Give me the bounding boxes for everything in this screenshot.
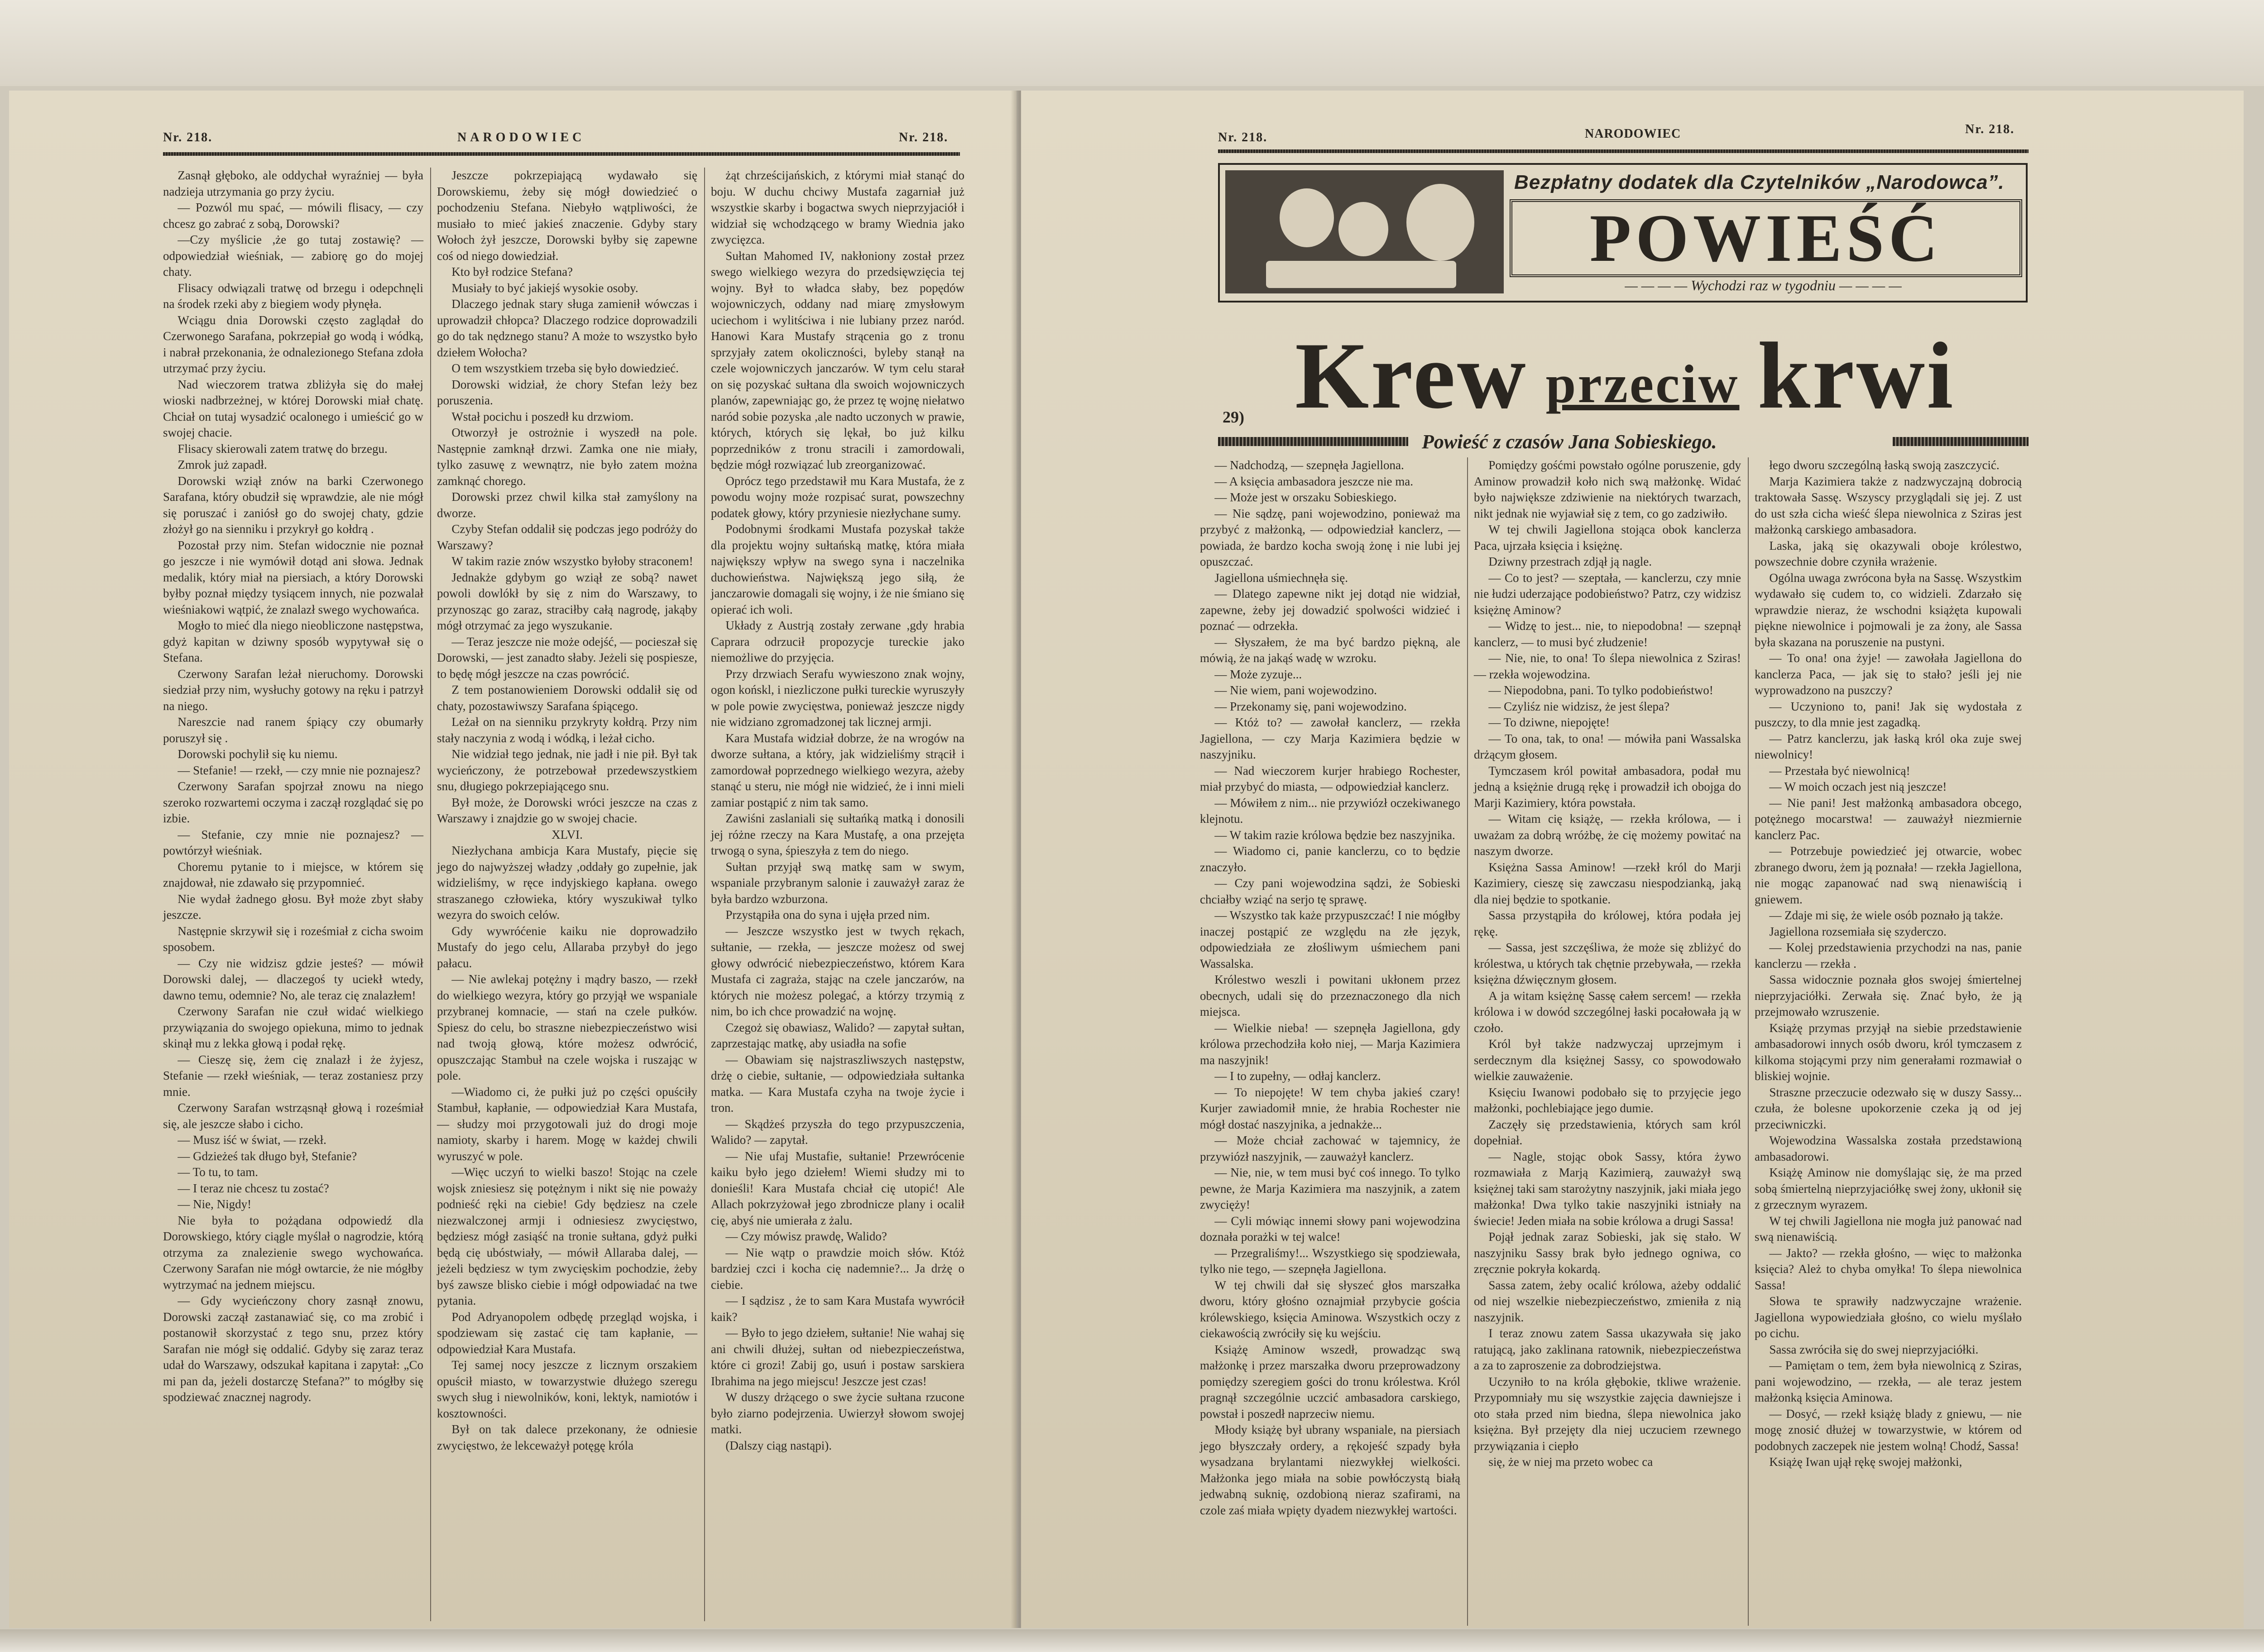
story-title: [1295, 323, 1955, 434]
story-title-word: krwi: [1757, 323, 1955, 428]
supplement-banner: [1218, 163, 2028, 303]
paragraph: Księciu Iwanowi podobało się to przyjęcie jego małżonki, pochlebiające jego dumie.: [1474, 1085, 1741, 1115]
paragraph: — Mówiłem z nim... nie przywiózł oczekiwanego klejnotu.: [1200, 796, 1460, 826]
paragraph: — To ona! ona żyje! — zawołała Jagiellona do kanclerza Paca, — jak się to stało? jeśli jej nie wyprowadzono na puszczy?: [1755, 651, 2022, 697]
right-issue-number-right: Nr. 218.: [1965, 122, 2015, 136]
scan-background-bottom: [0, 1629, 2264, 1652]
column-separator: [430, 168, 431, 1621]
paragraph: Dorowski wziął znów na barki Czerwonego Sarafana, który obudził się wprawdzie, ale nie mógł się poruszać i zaniósł go do swojej chaty, gdzie złożył go na sienniku i przykrył go kołdrą .: [163, 474, 423, 536]
paragraph: żąt chrześcijańskich, z którymi miał stanąć do boju. W duchu chciwy Mustafa zagarniał już wszystkie skarby i bogactwa swych nieprzyjaciół i widział się wchodzącego w bramy Wiednia jako zwycięzca.: [711, 168, 964, 246]
paragraph: Układy z Austrją zostały zerwane ,gdy hrabia Caprara odrzucił propozycje tureckie jako niemożliwe do przyjęcia.: [711, 619, 964, 664]
paragraph: Sułtan Mahomed IV, nakłoniony został przez swego wielkiego wezyra do przedsięwzięcia tej wojny. Był to władca słaby, bez popędów wojowniczych, oddany nad miarę zmysłowym uciechom i wylitściwa i nie lubiany przez naród. Hanowi Kara Mustafy strącenia go z tronu sprzyjały zatem okoliczności, byleby stanął na czele wojowniczych janczarów. W tym celu starał on się pozyskać sułtana dla swoich wojowniczych planów, zapewniając go, że przez tę wojnę niełatwo naród sobie pozyska ,ale nadto uczonych w prawie, których, których się lękał, bo już kilku poprzedników z tronu stracili i zamordowali, będzie mógł rozwiązać lub zreorganizować.: [711, 249, 964, 471]
paragraph: — Widzę to jest... nie, to niepodobna! — szepnął kanclerz, — to musi być złudzenie!: [1474, 619, 1741, 649]
paragraph: — Nie, nie, w tem musi być coś innego. To tylko pewne, że Marja Kazimiera ma naszyjnik, a zatem zwycięży!: [1200, 1166, 1460, 1211]
paragraph: W tej chwili Jagiellona stojąca obok kanclerza Paca, ujrzała księcia i księżnę.: [1474, 523, 1741, 552]
open-book-icon: [1266, 261, 1456, 288]
paragraph: Nad wieczorem tratwa zbliżyła się do małej wioski nadbrzeżnej, w której Dorowski miał chatę. Chciał on tutaj wysadzić ocalonego i umieścić go w swojej chacie.: [163, 377, 423, 439]
paragraph: — Przekonamy się, pani wojewodzino.: [1214, 699, 1407, 713]
paragraph: Przy drzwiach Serafu wywieszono znak wojny, ogon końskl, i niezliczone pułki tureckie wyruszyły w pole powie zwycięstwa, ponieważ jeszcze nigdy nie widziano zgromadzonej tak licznej armji.: [711, 667, 964, 729]
paragraph: —Wiadomo ci, że pułki już po części opuściły Stambuł, kapłanie, — odpowiedział Kara Mustafa, — słudzy moi przygotowali już do drogi moje namioty, skarby i harem. Mogę w każdej chwili wyruszyć w pole.: [437, 1085, 697, 1163]
paragraph: Dlaczego jednak stary sługa zamienił wówczas i uprowadził chłopca? Dlaczego rodzice doprowadzili go do tak nędznego stanu? A może to wszystko było dziełem Wołocha?: [437, 297, 697, 359]
paragraph: Księżna Sassa Aminow! —rzekł król do Marji Kazimiery, cieszę się zawczasu niespodzianką, jaką dla niej będzie to spotkanie.: [1474, 860, 1741, 906]
reading-children-illustration: [1225, 170, 1504, 293]
paragraph: Zawiśni zaslaniali się sułtańką matką i donosili jej różne rzeczy na Kara Mustafę, a ona przejęta trwogą o syna, śpieszyła z tem do niego.: [711, 812, 964, 857]
story-title-word: przeciw: [1545, 354, 1740, 414]
left-header-rule: [163, 152, 960, 156]
paragraph: — Niepodobna, pani. To tylko podobieństwo!: [1488, 683, 1713, 697]
paragraph: Nie była to pożądana odpowiedź dla Dorowskiego, który ciągle myślał o nagrodzie, którą otrzyma za znalezienie swego wychowańca. Czerwony Sarafan nie mógł owtarcie, że nie mógłby wytrzymać na jednem miejscu.: [163, 1213, 423, 1292]
story-title-word: Krew: [1295, 323, 1528, 428]
paragraph: łego dworu szczególną łaską swoją zaszczycić.: [1769, 458, 2000, 472]
paragraph: się, że w niej ma przeto wobec ca: [1488, 1455, 1653, 1469]
paragraph: — Nagle, stojąc obok Sassy, która żywo rozmawiała z Marją Kazimierą, zauważył swą księżnej taki sam starożytny naszyjnik, jaki miała jego małżonka! Dwa tylko takie naszyjniki istniały na świecie! Jeden miała na sobie królowa a drugi Sassa!: [1474, 1149, 1741, 1228]
column-separator: [1467, 457, 1468, 1626]
paragraph: — Co to jest? — szeptała, — kanclerzu, czy mnie nie łudzi uderzające podobieństwo? Patrz, czy widzisz księżnę Aminow?: [1474, 571, 1741, 617]
paragraph: — I sądzisz , że to sam Kara Mustafa wywrócił kaik?: [711, 1294, 964, 1324]
paragraph: — Nad wieczorem kurjer hrabiego Rochester, miał przybyć do miasta, — odpowiedział kanclerz.: [1200, 764, 1460, 793]
paragraph: Uczyniło to na króla głębokie, tkliwe wrażenie. Przypomniały mu się wszystkie zajęcia dawniejsze i oto stała przed nim biedna, ślepa niewolnica jako księżna. Był przejęty dla niej uczuciem rzewnego przywiązania i ciepło: [1474, 1374, 1741, 1453]
paragraph: — Dlatego zapewne nikt jej dotąd nie widział, zapewne, żeby jej dowadzić spolwości widzieć i poznać — odrzekła.: [1200, 587, 1460, 633]
paragraph: — Potrzebuje powiedzieć jej otwarcie, wobec zbranego dworu, żem ją poznała! — rzekła Jagiellona, nie mogąc zapanować nad swą nienawiścią i gniewem.: [1755, 844, 2022, 906]
story-subtitle: Powieść z czasów Jana Sobieskiego.: [1422, 431, 1717, 453]
right-column-1: [1200, 457, 1460, 1518]
paragraph: Jeszcze pokrzepiającą wydawało się Dorowskiemu, żeby się mógł dowiedzieć o pochodzeniu Stefana. Niebyło wątpliwości, że musiało to mieć jakieś znaczenie. Gdyby stary Wołoch żył jeszcze, Dorowski byłby się zapewne coś od niego dowiedział.: [437, 168, 697, 263]
child-face: [1338, 202, 1388, 256]
paragraph: — Nie awlekaj potężny i mądry baszo, — rzekł do wielkiego wezyra, który go przyjął we wspaniale przybranej komnacie, — stań na czele pułków. Spiesz do celu, bo straszne niebezpieczeństwo wisi nad twoją głową, które możesz odwrócić, opuszczając Stambuł na czele wojska i ruszając w pole.: [437, 972, 697, 1082]
paragraph: Choremu pytanie to i miejsce, w którem się znajdował, nie zdawało się przypomnieć.: [163, 860, 423, 889]
right-header-rule: [1218, 149, 2029, 153]
paragraph: XLVI.: [552, 827, 583, 841]
paragraph: — Nie pani! Jest małżonką ambasadora obcego, potężnego mocarstwa! — zauważył niezmiernie kanclerz Pac.: [1755, 796, 2022, 842]
paragraph: Królestwo weszli i powitani ukłonem przez obecnych, udali się do przeznaczonego dla nich miejsca.: [1200, 973, 1460, 1018]
mother-face: [1406, 184, 1474, 261]
right-column-2: [1474, 457, 1741, 1470]
paragraph: — W takim razie królowa będzie bez naszyjnika.: [1214, 828, 1455, 842]
paragraph: Tymczasem król powitał ambasadora, podał mu jedną a księżnie drugą rękę i prowadził ich obojga do Marji Kazimiery, która powstała.: [1474, 764, 1741, 810]
paragraph: Pomiędzy gośćmi powstało ogólne poruszenie, gdy Aminow prowadził koło nich swą małżonkę. Widać było największe zdziwienie na niektórych twarzach, nikt jednak nie wyjawiał się z tem, co go zadziwiło.: [1474, 458, 1741, 520]
paragraph: — Stefanie, czy mnie nie poznajesz? — powtórzył wieśniak.: [163, 827, 423, 857]
paragraph: Nie wydał żadnego głosu. Był może zbyt słaby jeszcze.: [163, 892, 423, 922]
paragraph: Zasnął głęboko, ale oddychał wyraźniej — była nadzieja utrzymania go przy życiu.: [163, 168, 423, 198]
subtitle-rule: [1893, 437, 2029, 446]
paragraph: — Zdaje mi się, że wiele osób poznało ją także.: [1769, 908, 2003, 922]
left-issue-number-right: Nr. 218.: [899, 130, 949, 144]
paragraph: — Jakto? — rzekła głośno, — więc to małżonka księcia? Ależ to chyba omyłka! To ślepa niewolnica Sassa!: [1755, 1246, 2022, 1292]
paragraph: Książę Aminow nie domyślając się, że ma przed sobą śmiertelną nieprzyjaciółkę swej żony, ukłonił się z grzecznym wyrazem.: [1755, 1166, 2022, 1211]
paragraph: Czerwony Sarafan wstrząsnął głową i roześmiał się, ale jeszcze słabo i cicho.: [163, 1101, 423, 1131]
paragraph: O tem wszystkiem trzeba się było dowiedzieć.: [451, 361, 679, 375]
paragraph: Wstał pocichu i poszedł ku drzwiom.: [451, 409, 634, 423]
paragraph: — Nie, nie, to ona! To ślepa niewolnica z Sziras! — rzekła wojewodzina.: [1474, 651, 1741, 681]
paragraph: — W moich oczach jest nią jeszcze!: [1769, 780, 1947, 793]
paragraph: Czerwony Sarafan nie czuł widać wielkiego przywiązania do swojego opiekuna, mimo to jednak skinął mu z lekka głową i podał rękę.: [163, 1004, 423, 1050]
paragraph: Książę Iwan ujął rękę swojej małżonki,: [1769, 1455, 1962, 1469]
paragraph: W takim razie znów wszystko byłoby straconem!: [451, 554, 693, 568]
left-paper-name: NARODOWIEC: [457, 130, 585, 144]
paragraph: — Jeszcze wszystko jest w twych rękach, sułtanie, — rzekła, — jeszcze możesz od swej głowy odwrócić niebezpieczeństwo, którem Kara Mustafa ci zagraża, stając na czele janczarów, na których nie możesz polegać, a którzy trzymią z nim, bo ich chce prowadzić na wojnę.: [711, 924, 964, 1018]
paragraph: Następnie skrzywił się i roześmiał z cicha swoim sposobem.: [163, 924, 423, 954]
supplement-frequency: — — — — Wychodzi raz w tygodniu — — — —: [1625, 277, 1902, 293]
paragraph: — Przestała być niewolnicą!: [1769, 764, 1910, 778]
paragraph: — Wiadomo ci, panie kanclerzu, co to będzie znaczyło.: [1200, 844, 1460, 874]
paragraph: Był on tak dalece przekonany, że odniesie zwycięstwo, że lekceważył potęgę króla: [437, 1422, 697, 1452]
paragraph: Gdy wywróćenie kaiku nie doprowadziło Mustafy do jego celu, Allaraba przybył do jego pałacu.: [437, 924, 697, 970]
paragraph: Pod Adryanopolem odbędę przegląd wojska, i spodziewam się zastać cię tam kapłanie, — odpowiedział Kara Mustafa.: [437, 1310, 697, 1356]
paragraph: A ja witam księżnę Sassę całem sercem! — rzekła królowa i w dowód szczególnej łaski pocałowała ją w czoło.: [1474, 989, 1741, 1035]
paragraph: — Nie, Nigdy!: [177, 1197, 252, 1211]
paragraph: — Nie sądzę, pani wojewodzino, ponieważ ma przybyć z małżonką, — odpowiedział kanclerz, — powiada, że bardzo kocha swoją żonę i nie lubi jej opuszczać.: [1200, 506, 1460, 568]
paragraph: Kto był rodzice Stefana?: [451, 265, 573, 279]
paragraph: — Było to jego dziełem, sułtanie! Nie wahaj się ani chwili dłużej, sułtan od niebezpieczeństwa, które ci grozi! Zabij go, usuń i postaw sarskiera Ibrahima na jego miejscu! Jeszcze jest czas!: [711, 1326, 964, 1388]
paragraph: — Gdy wycieńczony chory zasnął znowu, Dorowski zaczął zastanawiać się, co ma zrobić i postanowił skorzystać z tego snu, przez który Sarafan nie mógł się oddalić. Gdyby się zaraz teraz udał do Warszawy, odszukał kapitana i zapytał: „Co mi pan da, jeżeli dostarczę Stefana?” to mógłby się spodziewać znacznej nagrody.: [163, 1294, 423, 1404]
paragraph: Dorowski przez chwil kilka stał zamyślony na dworze.: [437, 490, 697, 520]
paragraph: W tej chwili Jagiellona nie mogła już panować nad swą nienawiścią.: [1755, 1214, 2022, 1244]
paragraph: Z tem postanowieniem Dorowski oddalił się od chaty, pozostawiwszy Sarafana śpiącego.: [437, 683, 697, 713]
paragraph: Mogło to mieć dla niego nieobliczone następstwa, gdyż kapitan w dziwny sposób wypytywał się o Stefana.: [163, 619, 423, 664]
paragraph: Flisacy skierowali zatem tratwę do brzegu.: [177, 442, 388, 456]
paragraph: Podobnymi środkami Mustafa pozyskał także dla projektu wojny sułtańską matkę, która miała największy wpływ na swego syna i naczelnika duchowieństwa. Największą jego siłą, że janczarowie domagali się wojny, i że nie śmiano się opierać ich woli.: [711, 522, 964, 616]
left-column-2: [437, 168, 697, 1454]
paragraph: — To dziwne, niepojęte!: [1488, 716, 1610, 729]
column-separator: [704, 168, 705, 1621]
paragraph: Musiały to być jakiejś wysokie osoby.: [451, 281, 638, 295]
paragraph: — I to zupełny, — odłaj kanclerz.: [1214, 1069, 1381, 1083]
paragraph: — A księcia ambasadora jeszcze nie ma.: [1214, 474, 1413, 488]
paragraph: Czerwony Sarafan leżał nieruchomy. Dorowski siedział przy nim, wysłuchy gotowy na ręku i patrzył na niego.: [163, 667, 423, 713]
paragraph: — Witam cię książę, — rzekła królowa, — i uważam za dobrą wróżbę, że cię możemy powitać na naszym dworze.: [1474, 812, 1741, 858]
paragraph: — Cyli mówiąc innemi słowy pani wojewodzina doznała porażki w tej walce!: [1200, 1214, 1460, 1244]
paragraph: Flisacy odwiązali tratwę od brzegu i odepchnęli na środek rzeki aby z biegiem wody płynęła.: [163, 281, 423, 311]
paragraph: Czerwony Sarafan spojrzał znowu na niego szeroko rozwartemi oczyma i zaczął rozglądać się po izbie.: [163, 779, 423, 825]
paragraph: — I teraz nie chcesz tu zostać?: [177, 1181, 329, 1195]
paragraph: — Wszystko tak każe przypuszczać! I nie mógłby inaczej postąpić ze względu na złe język, odpowiedziała ze złośliwym uśmiechem pani Wassalska.: [1200, 908, 1460, 970]
paragraph: Przystąpiła ona do syna i ujęła przed nim.: [725, 908, 930, 922]
paragraph: — Przegraliśmy!... Wszystkiego się spodziewała, tylko nie tego, — szepnęła Jagiellona.: [1200, 1246, 1460, 1276]
paragraph: — Dosyć, — rzekł książę blady z gniewu, — nie mogę znosić dłużej w towarzystwie, w którem od podobnych zaczepek nie jestem wolną! Chodź, Sassa!: [1755, 1407, 2022, 1453]
paragraph: Kara Mustafa widział dobrze, że na wrogów na dworze sułtana, a który, jak widzieliśmy strącił i zamordował poprzednego wielkiego wezyra, ażeby stanąć u steru, nie mógł nie widzieć, że i inni mieli zamiar postąpić z nim tak samo.: [711, 731, 964, 809]
paragraph: Książę przymas przyjął na siebie przedstawienie ambasadorowi innych osób dworu, król tymczasem z kilkoma stojącymi przy nim generałami rozmawiał o bliskiej wojnie.: [1755, 1021, 2022, 1083]
paragraph: Nie widział tego jednak, nie jadł i nie pił. Był tak wycieńczony, że potrzebował przedewszystkiem snu, długiego pokrzepiającego snu.: [437, 747, 697, 793]
paragraph: — Obawiam się najstraszliwszych następstw, drżę o ciebie, sułtanie, — odpowiedziała sułtanka matka. — Kara Mustafa czyha na twoje życie i tron.: [711, 1052, 964, 1114]
paragraph: Sułtan przyjął swą matkę sam w swym, wspaniale przybranym salonie i zauważył zaraz że była bardzo wzburzona.: [711, 860, 964, 906]
paragraph: — Cieszę się, żem cię znalazł i że żyjesz, Stefanie — rzekł wieśniak, — teraz zostaniesz przy mnie.: [163, 1052, 423, 1099]
paragraph: — Może chciał zachować w tajemnicy, że przywiózł naszyjnik, — zauważył kanclerz.: [1200, 1133, 1460, 1163]
paragraph: Jednakże gdybym go wziął ze sobą? nawet powoli dowlókł by się z nim do Warszawy, to przynosząc go zaraz, straciłby całą nagrodę, jakąby mógł otrzymać za jego wyszukanie.: [437, 570, 697, 632]
paragraph: Nareszcie nad ranem śpiący czy obumarły poruszył się .: [163, 715, 423, 745]
paragraph: — Gdzieżeś tak długo był, Stefanie?: [177, 1149, 357, 1163]
paragraph: Leżał on na sienniku przykryty kołdrą. Przy nim stały naczynia z wodą i wódką, i leżał cicho.: [437, 715, 697, 745]
right-issue-number-left: Nr. 218.: [1218, 130, 1268, 144]
paragraph: Straszne przeczucie odezwało się w duszy Sassy... czuła, że bolesne upokorzenie czeka ją od jej przeciwniczki.: [1755, 1085, 2022, 1131]
paragraph: — Nie wiem, pani wojewodzino.: [1214, 683, 1377, 697]
paragraph: — Nie ufaj Mustafie, sułtanie! Przewrócenie kaiku było jego dziełem! Wiemi słudzy mi to donieśli! Kara Mustafa chciał cię utopić! Ale Allach pokrzyżował jego zbrodnicze plany i ocalił cię, abyś nie umierała z żalu.: [711, 1149, 964, 1227]
paragraph: Czyby Stefan oddalił się podczas jego podróży do Warszawy?: [437, 522, 697, 552]
paragraph: Dorowski pochylił się ku niemu.: [177, 747, 338, 761]
instalment-number: 29): [1223, 408, 1244, 426]
paragraph: — Czy mówisz prawdę, Walido?: [725, 1229, 887, 1243]
paragraph: Otworzył je ostrożnie i wyszedł na pole. Następnie zamknął drzwi. Zamka one nie miały, tylko zasuwę z wewnątrz, nie było zatem można zamknąć chorego.: [437, 426, 697, 488]
paragraph: — Kolej przedstawienia przychodzi na nas, panie kanclerzu — rzekła .: [1755, 941, 2022, 970]
right-paper-name: NARODOWIEC: [1585, 127, 1681, 141]
paragraph: —Czy myślicie ,że go tutaj zostawię? — odpowiedział wieśniak, — zabiorę go do mojej chaty.: [163, 233, 423, 279]
paragraph: — Czyliśz nie widzisz, że jest ślepa?: [1488, 699, 1670, 713]
subtitle-rule: [1218, 437, 1408, 446]
paragraph: — Skądżeś przyszła do tego przypuszczenia, Walido? — zapytał.: [711, 1117, 964, 1147]
paragraph: — Stefanie! — rzekł, — czy mnie nie poznajesz?: [177, 763, 421, 777]
paragraph: — To niepojęte! W tem chyba jakieś czary! Kurjer zawiadomił mnie, że hrabia Rochester nie mógł dostać naszyjnika, a jednakże...: [1200, 1085, 1460, 1131]
paragraph: Tej samej nocy jeszcze z licznym orszakiem opuścił miasto, w towarzystwie dłużego szeregu swych sług i niewolników, koni, lektyk, namiotów i kosztowności.: [437, 1358, 697, 1420]
paragraph: Wojewodzina Wassalska została przedstawioną ambasadorowi.: [1755, 1133, 2022, 1163]
paragraph: Był może, że Dorowski wróci jeszcze na czas z Warszawy i znajdzie go w swojej chacie.: [437, 795, 697, 825]
paragraph: Pojął jednak zaraz Sobieski, jak się stało. W naszyjniku Sassy brak było jednego ogniwa, co zręcznie pokryła kokardą.: [1474, 1230, 1741, 1276]
paragraph: — Czy nie widzisz gdzie jesteś? — mówił Dorowski dalej, — dlaczegoś ty uciekł wtedy, dawno temu, odemnie? No, ale teraz cię znalazłem!: [163, 956, 423, 1002]
paragraph: Jagiellona uśmiechnęła się.: [1214, 571, 1348, 585]
paragraph: Jagiellona rozsemiała się szyderczo.: [1769, 924, 1947, 938]
paragraph: — Któż to? — zawołał kanclerz, — rzekła Jagiellona, — czy Marja Kazimiera będzie w naszyjniku.: [1200, 716, 1460, 761]
paragraph: — To ona, tak, to ona! — mówiła pani Wassalska drżącym głosem.: [1474, 731, 1741, 761]
paragraph: — Pamiętam o tem, żem była niewolnicą z Sziras, pani wojewodzino, — rzekła, — ale teraz jestem małżonką księcia Aminowa.: [1755, 1359, 2022, 1404]
supplement-tagline: Bezpłatny dodatek dla Czytelników „Narodowca”.: [1514, 171, 2005, 193]
paragraph: — Nie wątp o prawdzie moich słów. Któż bardziej czci i kocha cię nademnie?... Ja drżę o ciebie.: [711, 1245, 964, 1292]
paragraph: Sassa przystąpiła do królowej, która podała jej rękę.: [1474, 908, 1741, 938]
right-column-3: [1755, 457, 2022, 1470]
paragraph: W tej chwili dał się słyszeć głos marszałka dworu, który głośno oznajmiał przybycie gościa królewskiego, księcia Aminowa. Wszystkich oczy z ciekawością zwróciły się ku wejściu.: [1200, 1278, 1460, 1340]
scan-background-top: [0, 0, 2264, 86]
paragraph: — Może zyzuje...: [1214, 667, 1302, 681]
paragraph: Zmrok już zapadł.: [177, 458, 267, 471]
column-separator: [1748, 457, 1749, 1626]
paragraph: — Nadchodzą, — szepnęła Jagiellona.: [1214, 458, 1404, 472]
paragraph: — Patrz kanclerzu, jak łaską król oka zuje swej niewolnicy!: [1755, 731, 2022, 761]
paragraph: Dorowski widział, że chory Stefan leży bez poruszenia.: [437, 377, 697, 407]
left-issue-number-left: Nr. 218.: [163, 130, 213, 144]
paragraph: Sassa zwróciła się do swej nieprzyjaciółki.: [1769, 1342, 1979, 1356]
supplement-title: POWIEŚĆ: [1510, 199, 2022, 277]
paragraph: Król był także nadzwyczaj uprzejmym i serdecznym dla księżnej Sassy, co spowodowało wielkie zauważenie.: [1474, 1037, 1741, 1083]
paragraph: Oprócz tego przedstawił mu Kara Mustafa, że z powodu wojny może rozpisać surat, powszechny podatek głowy, który przyniesie niezłychane sumy.: [711, 474, 964, 520]
paragraph: — Pozwól mu spać, — mówili flisacy, — czy chcesz go zabrać z sobą, Dorowski?: [163, 201, 423, 231]
paragraph: (Dalszy ciąg nastąpi).: [725, 1438, 832, 1452]
left-column-1: [163, 168, 423, 1406]
paragraph: Pozostał przy nim. Stefan widocznie nie poznał go jeszcze i nie wymówił dotąd ani słowa. Jednak medalik, który miał na piersiach, a który Dorowski byłby poznał między tysiącem innych, nie pozwalał wieśniakowi wątpić, że znalazł swego wychowańca.: [163, 538, 423, 616]
paragraph: — Musz iść w świat, — rzekł.: [177, 1133, 326, 1147]
paragraph: Niezłychana ambicja Kara Mustafy, pięcie się jego do najwyższej władzy ,oddały go zupełnie, jak widzieliśmy, w ręce indyjskiego kapłana. owego straszanego człowieka, który wyszukiwał tylko wezyra do swoich celów.: [437, 844, 697, 922]
paragraph: Wciągu dnia Dorowski często zaglądał do Czerwonego Sarafana, pokrzepiał go wodą i wódką, i nabrał przekonania, że odnalezionego Stefana zdoła utrzymać przy życiu.: [163, 313, 423, 375]
paragraph: — Może jest w orszaku Sobieskiego.: [1214, 490, 1397, 504]
paragraph: Zaczęły się przedstawienia, których sam król dopełniał.: [1474, 1117, 1741, 1147]
paragraph: Sassa zatem, żeby ocalić królowa, ażeby oddalić od niej wszelkie niebezpieczeństwo, zmieniła z nią naszyjnik.: [1474, 1278, 1741, 1324]
paragraph: Dziwny przestrach zdjął ją nagle.: [1488, 555, 1652, 568]
paragraph: — Teraz jeszcze nie może odejść, — pocieszał się Dorowski, — jest zanadto słaby. Jeżeli się pospiesze, to będę mógł jeszcze na czas powrócić.: [437, 634, 698, 681]
paragraph: Sassa widocznie poznała głos swojej śmiertelnej nieprzyjaciółki. Zerwała się. Znać było, że ją przejmowało wzruszenie.: [1755, 973, 2022, 1018]
paragraph: Marja Kazimiera także z nadzwyczajną dobrocią traktowała Sassę. Wszyscy przyglądali się jej. Z ust do ust szła cicha wieść ślepa niewolnica z Sziras jest małżonką carskiego ambasadora.: [1755, 474, 2022, 536]
paragraph: — Sassa, jest szczęśliwa, że może się zbliżyć do królestwa, u których tak chętnie przebywała, — rzekła księżna dźwięcznym głosem.: [1474, 941, 1741, 986]
paragraph: —Więc uczyń to wielki baszo! Stojąc na czele wojsk zniesiesz się potężnym i nikt się nie poważy podnieść ręki na ciebie! Gdy będziesz na czele niezwalczonej armji i odniesiesz zwycięstwo, będziesz mógł zasiąść na tronie sułtana, gdyż pułki będą cię ubóstwiały, — mówił Allaraba dalej, — jeżeli będziesz w tym zwycięskim pochodzie, żeby byś zawsze blisko ciebie i mógł odpowiadać na twe pytania.: [437, 1165, 697, 1307]
paragraph: — Czy pani wojewodzina sądzi, że Sobieski chciałby wziąć na serjo tę sprawę.: [1200, 876, 1460, 906]
paragraph: W duszy drżącego o swe życie sułtana rzucone było ziarno podejrzenia. Uwierzył słowom swojej matki.: [711, 1390, 964, 1436]
paragraph: — Wielkie nieba! — szepnęła Jagiellona, gdy królowa przechodziła koło niej, — Marja Kazimiera ma naszyjnik!: [1200, 1021, 1460, 1067]
paragraph: Laska, jaką się okazywali oboje królestwo, powszechnie dobre czyniła wrażenie.: [1755, 538, 2022, 568]
paragraph: Słowa te sprawiły nadzwyczajne wrażenie. Jagiellona wypowiedziała głośno, co wielu myślało po cichu.: [1755, 1294, 2022, 1340]
left-column-3: [711, 168, 964, 1454]
paragraph: Książę Aminow wszedł, prowadząc swą małżonkę i przez marszałka dworu przeprowadzony pomiędzy szeregiem gości do tronu królestwa. Król pragnął szczególnie uczcić ambasadora carskiego, powstał i poszedł naprzeciw niemu.: [1200, 1342, 1460, 1421]
paragraph: — Uczyniono to, pani! Jak się wydostała z puszczy, to dla mnie jest zagadką.: [1755, 699, 2022, 729]
paragraph: Ogólna uwaga zwrócona była na Sassę. Wszystkim wydawało się cudem to, co widzieli. Zdarzało się wprawdzie nieraz, że wschodni książęta kupowali piękne niewolnice i pojmowali je za żony, ale Sassa była skazana na poruszenie na pustyni.: [1755, 571, 2022, 649]
child-face: [1280, 188, 1334, 247]
paragraph: I teraz znowu zatem Sassa ukazywała się jako ratującą, jako zaklinana ratownik, niebezpieczeństwa a za to zaproszenie za dobrodziejstwa.: [1474, 1326, 1741, 1372]
paragraph: Młody książę był ubrany wspaniale, na piersiach jego błyszczały ordery, a rękojeść szpady była wysadzana brylantami niezwykłej wielkości. Małżonka jego miała na sobie powłóczystą białą jedwabną suknię, ozdobioną nieraz szafirami, na czole zaś miała wpięty dyadem niezwykłej wartości.: [1200, 1423, 1460, 1517]
paragraph: — Słyszałem, że ma być bardzo piękną, ale mówią, że na jakąś wadę w wzroku.: [1200, 635, 1460, 665]
paragraph: Czegoż się obawiasz, Walido? — zapytał sułtan, zaprzestając matkę, aby usiadła na sofie: [711, 1020, 964, 1050]
paragraph: — To tu, to tam.: [177, 1165, 258, 1179]
